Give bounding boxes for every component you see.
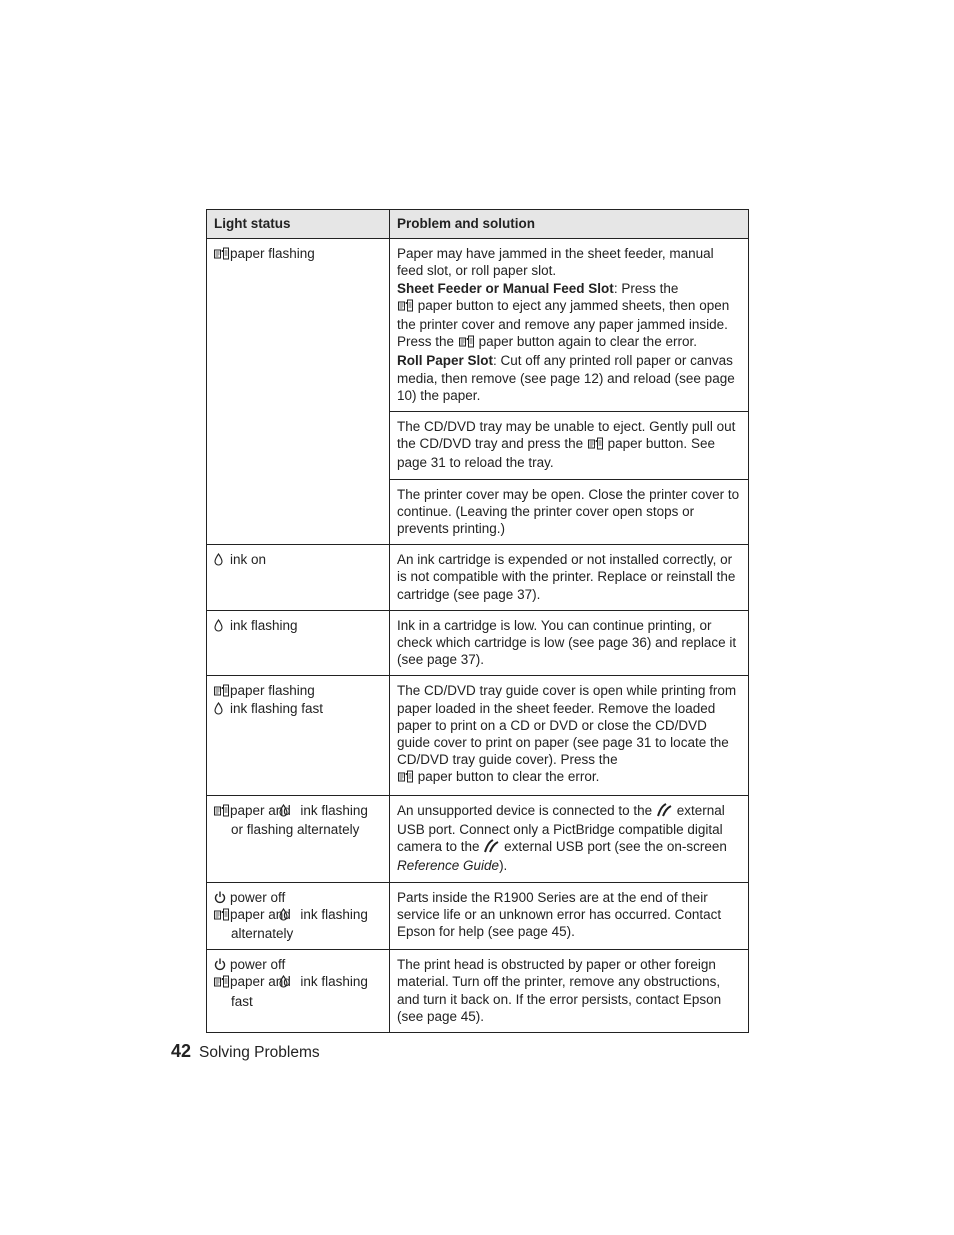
light-status-cell: ink on [207, 545, 390, 611]
light-status-cell: paper and ink flashing or flashing alternately [207, 795, 390, 882]
paper-button-icon [459, 335, 474, 352]
table-row [207, 545, 749, 611]
page-number: 42 [171, 1041, 192, 1061]
table-row [207, 610, 749, 676]
solution-cell: The CD/DVD tray may be unable to eject. Gently pull out the CD/DVD tray and press the paper button. See page 31 to reload the tray. [390, 412, 749, 480]
ink-drop-icon [214, 619, 230, 632]
usb-port-icon [484, 838, 499, 857]
solution-cell: An unsupported device is connected to the external USB port. Connect only a PictBridge compatible digital camera to the external USB port (see the on-screen Reference Guide). [390, 795, 749, 882]
light-status-cell: paper flashing ink flashing fast [207, 676, 390, 795]
table-row [207, 676, 749, 795]
paper-button-icon [214, 684, 230, 697]
power-icon [214, 958, 230, 971]
table-row [207, 239, 749, 412]
solution-cell: The CD/DVD tray guide cover is open while printing from paper loaded in the sheet feeder. Remove the loaded paper to print on a CD or DVD or close the CD/DVD guide cover to print on paper (see page 31 to locate the CD/DVD tray guide cover). Press the paper button to clear the error. [390, 676, 749, 795]
paper-button-icon [398, 299, 413, 316]
paper-button-icon [588, 437, 603, 454]
solution-cell: An ink cartridge is expended or not installed correctly, or is not compatible with the printer. Replace or reinstall the cartridge (see page 37). [390, 545, 749, 611]
usb-port-icon [657, 802, 672, 821]
paper-button-icon [214, 908, 230, 921]
header-problem-solution: Problem and solution [390, 210, 749, 239]
paper-button-icon [214, 804, 230, 817]
paper-button-icon [398, 770, 413, 787]
power-icon [214, 891, 230, 904]
section-title: Solving Problems [199, 1044, 320, 1061]
light-status-table [206, 209, 749, 1033]
table-row [207, 795, 749, 882]
light-status-cell: power off paper and ink flashing alternately [207, 882, 390, 950]
light-status-cell: ink flashing [207, 610, 390, 676]
table-row [207, 882, 749, 950]
ink-drop-icon [214, 553, 230, 566]
light-status-cell: paper flashing [207, 239, 390, 545]
light-status-cell: power off paper and ink flashing fast [207, 950, 390, 1033]
header-light-status: Light status [207, 210, 390, 239]
paper-button-icon [214, 247, 230, 260]
ink-drop-icon [214, 702, 230, 715]
solution-cell: Ink in a cartridge is low. You can continue printing, or check which cartridge is low (see page 36) and replace it (see page 37). [390, 610, 749, 676]
solution-cell: Parts inside the R1900 Series are at the end of their service life or an unknown error has occurred. Contact Epson for help (see page 45). [390, 882, 749, 950]
solution-cell: Paper may have jammed in the sheet feeder, manual feed slot, or roll paper slot. Sheet Feeder or Manual Feed Slot: Press the paper button to eject any jammed sheets, then open the printer cover and remove any paper jammed inside. Press the paper button again to clear the error. Roll Paper Slot: Cut off any printed roll paper or canvas media, then remove (see page 12) and reload (see page 10) the paper. [390, 239, 749, 412]
page-footer [171, 1041, 320, 1062]
paper-button-icon [214, 975, 230, 988]
table-row [207, 950, 749, 1033]
solution-cell: The print head is obstructed by paper or other foreign material. Turn off the printer, remove any obstructions, and turn it back on. If the error persists, contact Epson (see page 45). [390, 950, 749, 1033]
solution-cell: The printer cover may be open. Close the printer cover to continue. (Leaving the printer cover open stops or prevents printing.) [390, 479, 749, 545]
reference-guide-title: Reference Guide [397, 858, 500, 874]
table-header-row [207, 210, 749, 239]
